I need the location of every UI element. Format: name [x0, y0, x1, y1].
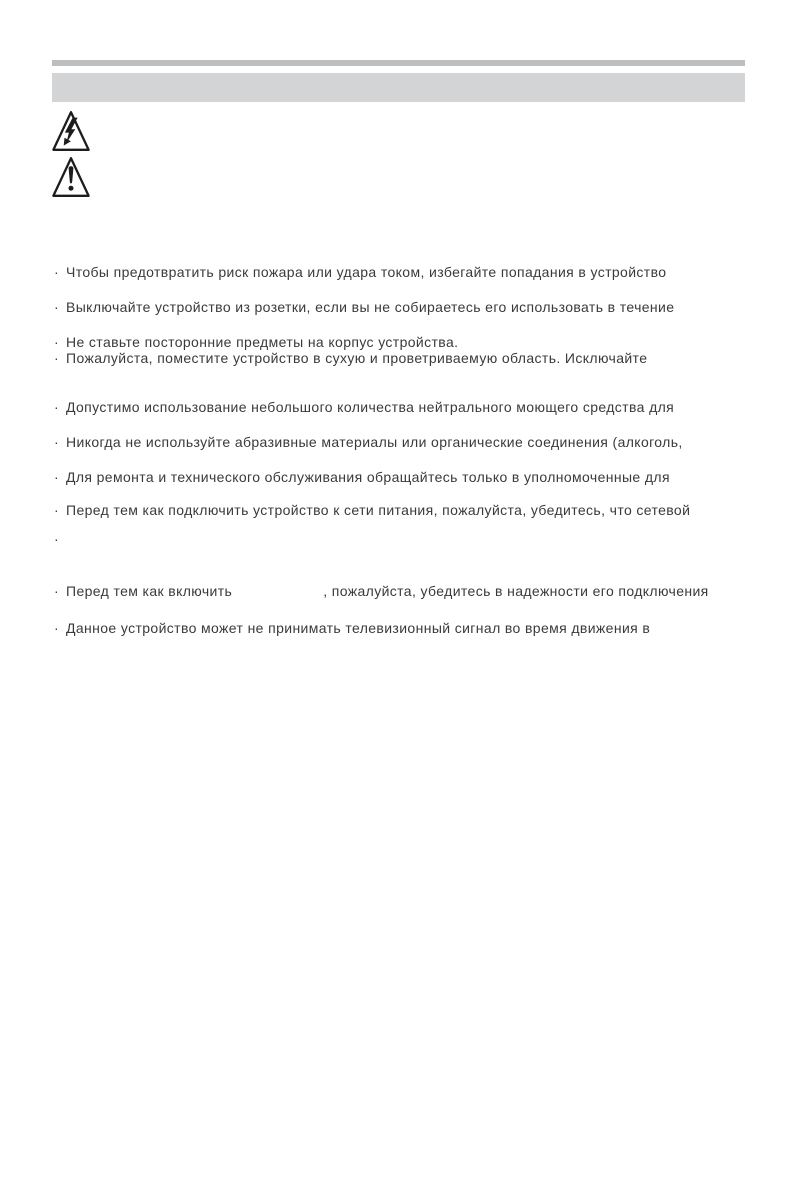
bullet-item: [54, 620, 764, 636]
bullet-text: Никогда не используйте абразивные материалы или органические соединения (алкоголь,: [66, 434, 683, 450]
bullet-text: Не ставьте посторонние предметы на корпус устройства.: [66, 334, 459, 350]
bullet-dot: ·: [54, 434, 60, 450]
bullet-text: Перед тем как включить: [66, 583, 233, 599]
section-header-band: [52, 73, 745, 102]
caution-warning-icon: [51, 155, 91, 199]
bullet-dot: ·: [54, 502, 60, 518]
bullet-item: [54, 299, 764, 315]
bullet-dot: ·: [54, 531, 60, 547]
bullet-dot: ·: [54, 334, 60, 350]
bullet-item: [54, 350, 764, 366]
bullet-text: Допустимо использование небольшого количества нейтрального моющего средства для: [66, 399, 675, 415]
bullet-item: [54, 531, 764, 547]
bullet-text: Для ремонта и технического обслуживания обращайтесь только в уполномоченные для: [66, 469, 670, 485]
bullet-text: Перед тем как подключить устройство к сети питания, пожалуйста, убедитесь, что сетевой: [66, 502, 691, 518]
bullet-dot: ·: [54, 350, 60, 366]
redacted-gap: [232, 595, 323, 596]
bullet-dot: ·: [54, 620, 60, 636]
bullet-item: [54, 399, 764, 415]
bullet-item: [54, 434, 764, 450]
bullet-text: Выключайте устройство из розетки, если вы не собираетесь его использовать в течение: [66, 299, 675, 315]
bullet-item: [54, 264, 764, 280]
bullet-item: [54, 469, 764, 485]
header-rule: [52, 60, 745, 66]
bullet-item: [54, 502, 764, 518]
high-voltage-warning-icon: [51, 109, 91, 153]
bullet-dot: ·: [54, 583, 60, 599]
bullet-text: Данное устройство может не принимать телевизионный сигнал во время движения в: [66, 620, 651, 636]
bullet-dot: ·: [54, 469, 60, 485]
bullet-dot: ·: [54, 299, 60, 315]
bullet-text: Пожалуйста, поместите устройство в сухую и проветриваемую область. Исключайте: [66, 350, 648, 366]
bullet-item: [54, 583, 764, 599]
bullet-text: , пожалуйста, убедитесь в надежности его подключения: [323, 583, 709, 599]
bullet-text: Чтобы предотвратить риск пожара или удара током, избегайте попадания в устройство: [66, 264, 667, 280]
bullet-item: [54, 334, 764, 350]
bullet-dot: ·: [54, 264, 60, 280]
bullet-dot: ·: [54, 399, 60, 415]
